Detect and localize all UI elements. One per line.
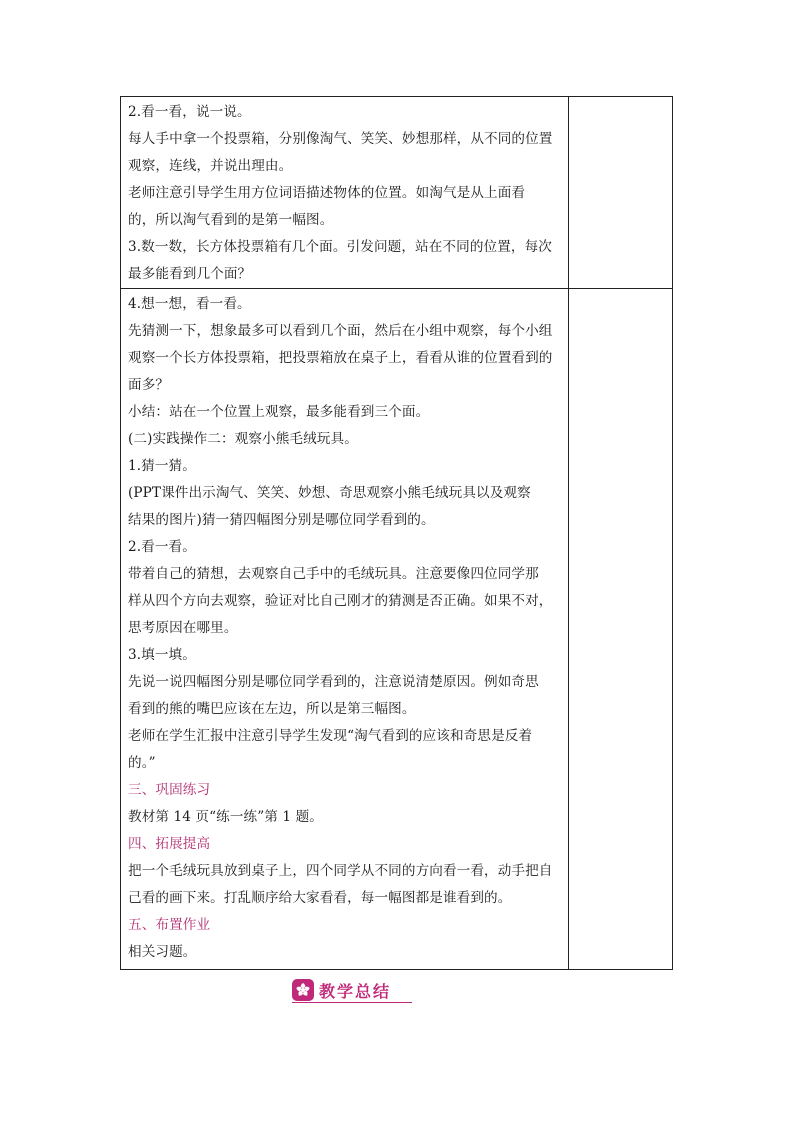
text-line: 最多能看到几个面？ [128,266,252,282]
text-line: (PPT课件出示淘气、笑笑、妙想、奇思观察小熊毛绒玩具以及观察 [128,485,531,501]
text-line: 老师注意引导学生用方位词语描述物体的位置。如淘气是从上面看 [128,185,526,201]
text-line: 把一个毛绒玩具放到桌子上，四个同学从不同的方向看一看，动手把自 [128,863,553,879]
text-line: 观察，连线，并说出理由。 [128,158,293,174]
text-line: 的。” [128,755,156,771]
text-line: 先猜测一下，想象最多可以看到几个面，然后在小组中观察，每个小组 [128,323,553,339]
lesson-table [120,96,673,970]
section-heading: 五、布置作业 [128,917,211,933]
table-row [121,289,673,970]
text-line: 相关习题。 [128,944,197,960]
teaching-summary-header [292,978,391,1002]
notes-cell [568,97,672,289]
table-row [121,97,673,289]
text-line: 先说一说四幅图分别是哪位同学看到的，注意说清楚原因。例如奇思 [128,674,539,690]
text-line: 2.看一看。 [128,539,196,555]
summary-underline [292,1002,412,1003]
text-line: 己看的画下来。打乱顺序给大家看看，每一幅图都是谁看到的。 [128,890,512,906]
text-line: 看到的熊的嘴巴应该在左边，所以是第三幅图。 [128,701,416,717]
text-line: 3.数一数，长方体投票箱有几个面。引发问题，站在不同的位置，每次 [128,239,552,255]
text-line: 2.看一看，说一说。 [128,104,251,120]
section-heading: 四、拓展提高 [128,836,211,852]
summary-title: 教学总结 [319,981,392,1001]
text-line: 1.猜一猜。 [128,458,196,474]
text-line: 结果的图片)猜一猜四幅图分别是哪位同学看到的。 [128,512,435,528]
lesson-content-cell [121,97,569,289]
text-line: 老师在学生汇报中注意引导学生发现“淘气看到的应该和奇思是反着 [128,728,533,744]
text-line: (二)实践操作二：观察小熊毛绒玩具。 [128,431,358,447]
text-line: 小结：站在一个位置上观察，最多能看到三个面。 [128,404,430,420]
text-line: 教材第 14 页“练一练”第 1 题。 [128,809,323,825]
text-line: 思考原因在哪里。 [128,620,238,636]
flower-swirl-icon [292,979,314,1001]
section-heading: 三、巩固练习 [128,782,211,798]
text-line: 面多？ [128,377,170,393]
text-line: 4.想一想，看一看。 [128,296,251,312]
notes-cell [568,289,672,970]
text-line: 样从四个方向去观察，验证对比自己刚才的猜测是否正确。如果不对， [128,593,553,609]
text-line: 带着自己的猜想，去观察自己手中的毛绒玩具。注意要像四位同学那 [128,566,539,582]
text-line: 观察一个长方体投票箱，把投票箱放在桌子上，看看从谁的位置看到的 [128,350,553,366]
text-line: 每人手中拿一个投票箱，分别像淘气、笑笑、妙想那样，从不同的位置 [128,131,553,147]
lesson-content-cell [121,289,569,970]
text-line: 3.填一填。 [128,647,196,663]
text-line: 的，所以淘气看到的是第一幅图。 [128,212,334,228]
